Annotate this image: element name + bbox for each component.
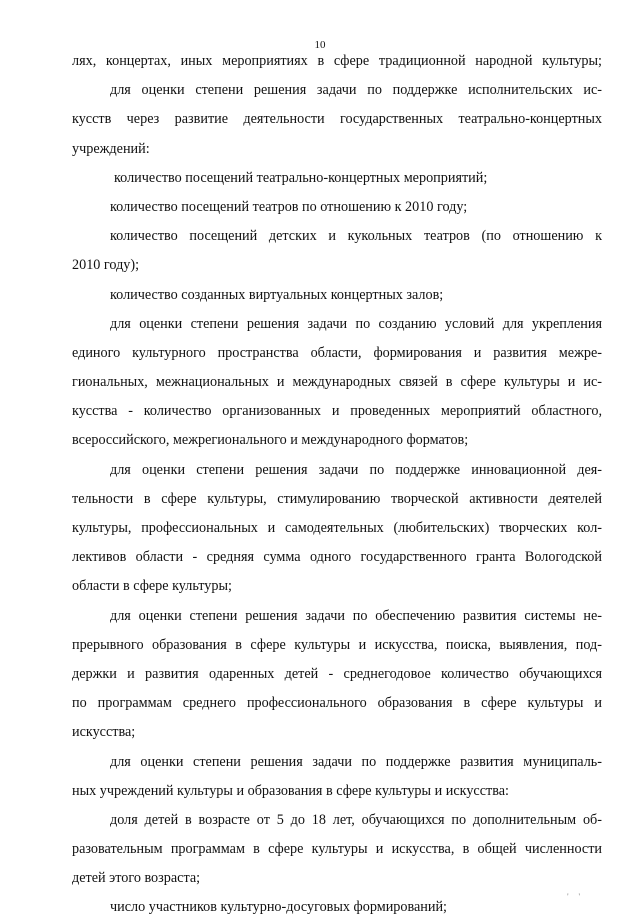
text-line: для оценки степени решения задачи по поддержке развития муниципаль- [110, 753, 602, 770]
text-line: число участников культурно-досуговых формирований; [110, 899, 447, 916]
text-line: единого культурного пространства области, формирования и развития межре- [72, 344, 602, 361]
text-line: прерывного образования в сфере культуры и искусства, поиска, выявления, под- [72, 636, 602, 653]
text-line: доля детей в возрасте от 5 до 18 лет, обучающихся по дополнительным об- [110, 811, 602, 828]
scan-corner-marks: ' ' [567, 892, 584, 901]
text-line: разовательным программам в сфере культуры и искусства, в общей численности [72, 841, 602, 858]
text-line: тельности в сфере культуры, стимулированию творческой активности деятелей [72, 490, 602, 507]
text-line: культуры, профессиональных и самодеятельных (любительских) творческих кол- [72, 520, 602, 536]
text-line: держки и развития одаренных детей - среднегодовое количество обучающихся [72, 665, 602, 682]
text-line: кусства - количество организованных и проведенных мероприятий областного, [72, 403, 602, 420]
text-line: области в сфере культуры; [72, 578, 232, 595]
text-line: количество созданных виртуальных концертных залов; [110, 286, 444, 303]
text-line: детей этого возраста; [72, 870, 201, 887]
text-line: количество посещений театрально-концертных мероприятий; [114, 169, 488, 186]
text-line: 2010 году); [72, 257, 140, 274]
text-line: искусства; [72, 724, 136, 741]
text-line: для оценки степени решения задачи по поддержке исполнительских ис- [110, 82, 602, 99]
document-body [72, 47, 602, 923]
text-line: кусств через развитие деятельности государственных театрально-концертных [72, 111, 602, 128]
page-number: 10 [314, 39, 326, 51]
text-line: всероссийского, межрегионального и международного форматов; [72, 432, 469, 449]
text-line: по программам среднего профессионального образования в сфере культуры и [72, 695, 602, 712]
text-line: лях, концертах, иных мероприятиях в сфере традиционной народной культуры; [72, 53, 602, 69]
text-line: ных учреждений культуры и образования в сфере культуры и искусства: [72, 782, 509, 799]
text-line: лективов области - средняя сумма одного государственного гранта Вологодской [72, 549, 602, 566]
text-line: для оценки степени решения задачи по обеспечению развития системы не- [110, 607, 602, 624]
text-line: количество посещений театров по отношению к 2010 году; [110, 198, 468, 215]
text-line: для оценки степени решения задачи по созданию условий для укрепления [110, 315, 602, 332]
text-line: количество посещений детских и кукольных театров (по отношению к [110, 228, 602, 245]
text-line: для оценки степени решения задачи по поддержке инновационной дея- [110, 461, 602, 478]
text-line: гиональных, межнациональных и международных связей в сфере культуры и ис- [72, 374, 602, 391]
text-line: учреждений: [72, 140, 150, 157]
